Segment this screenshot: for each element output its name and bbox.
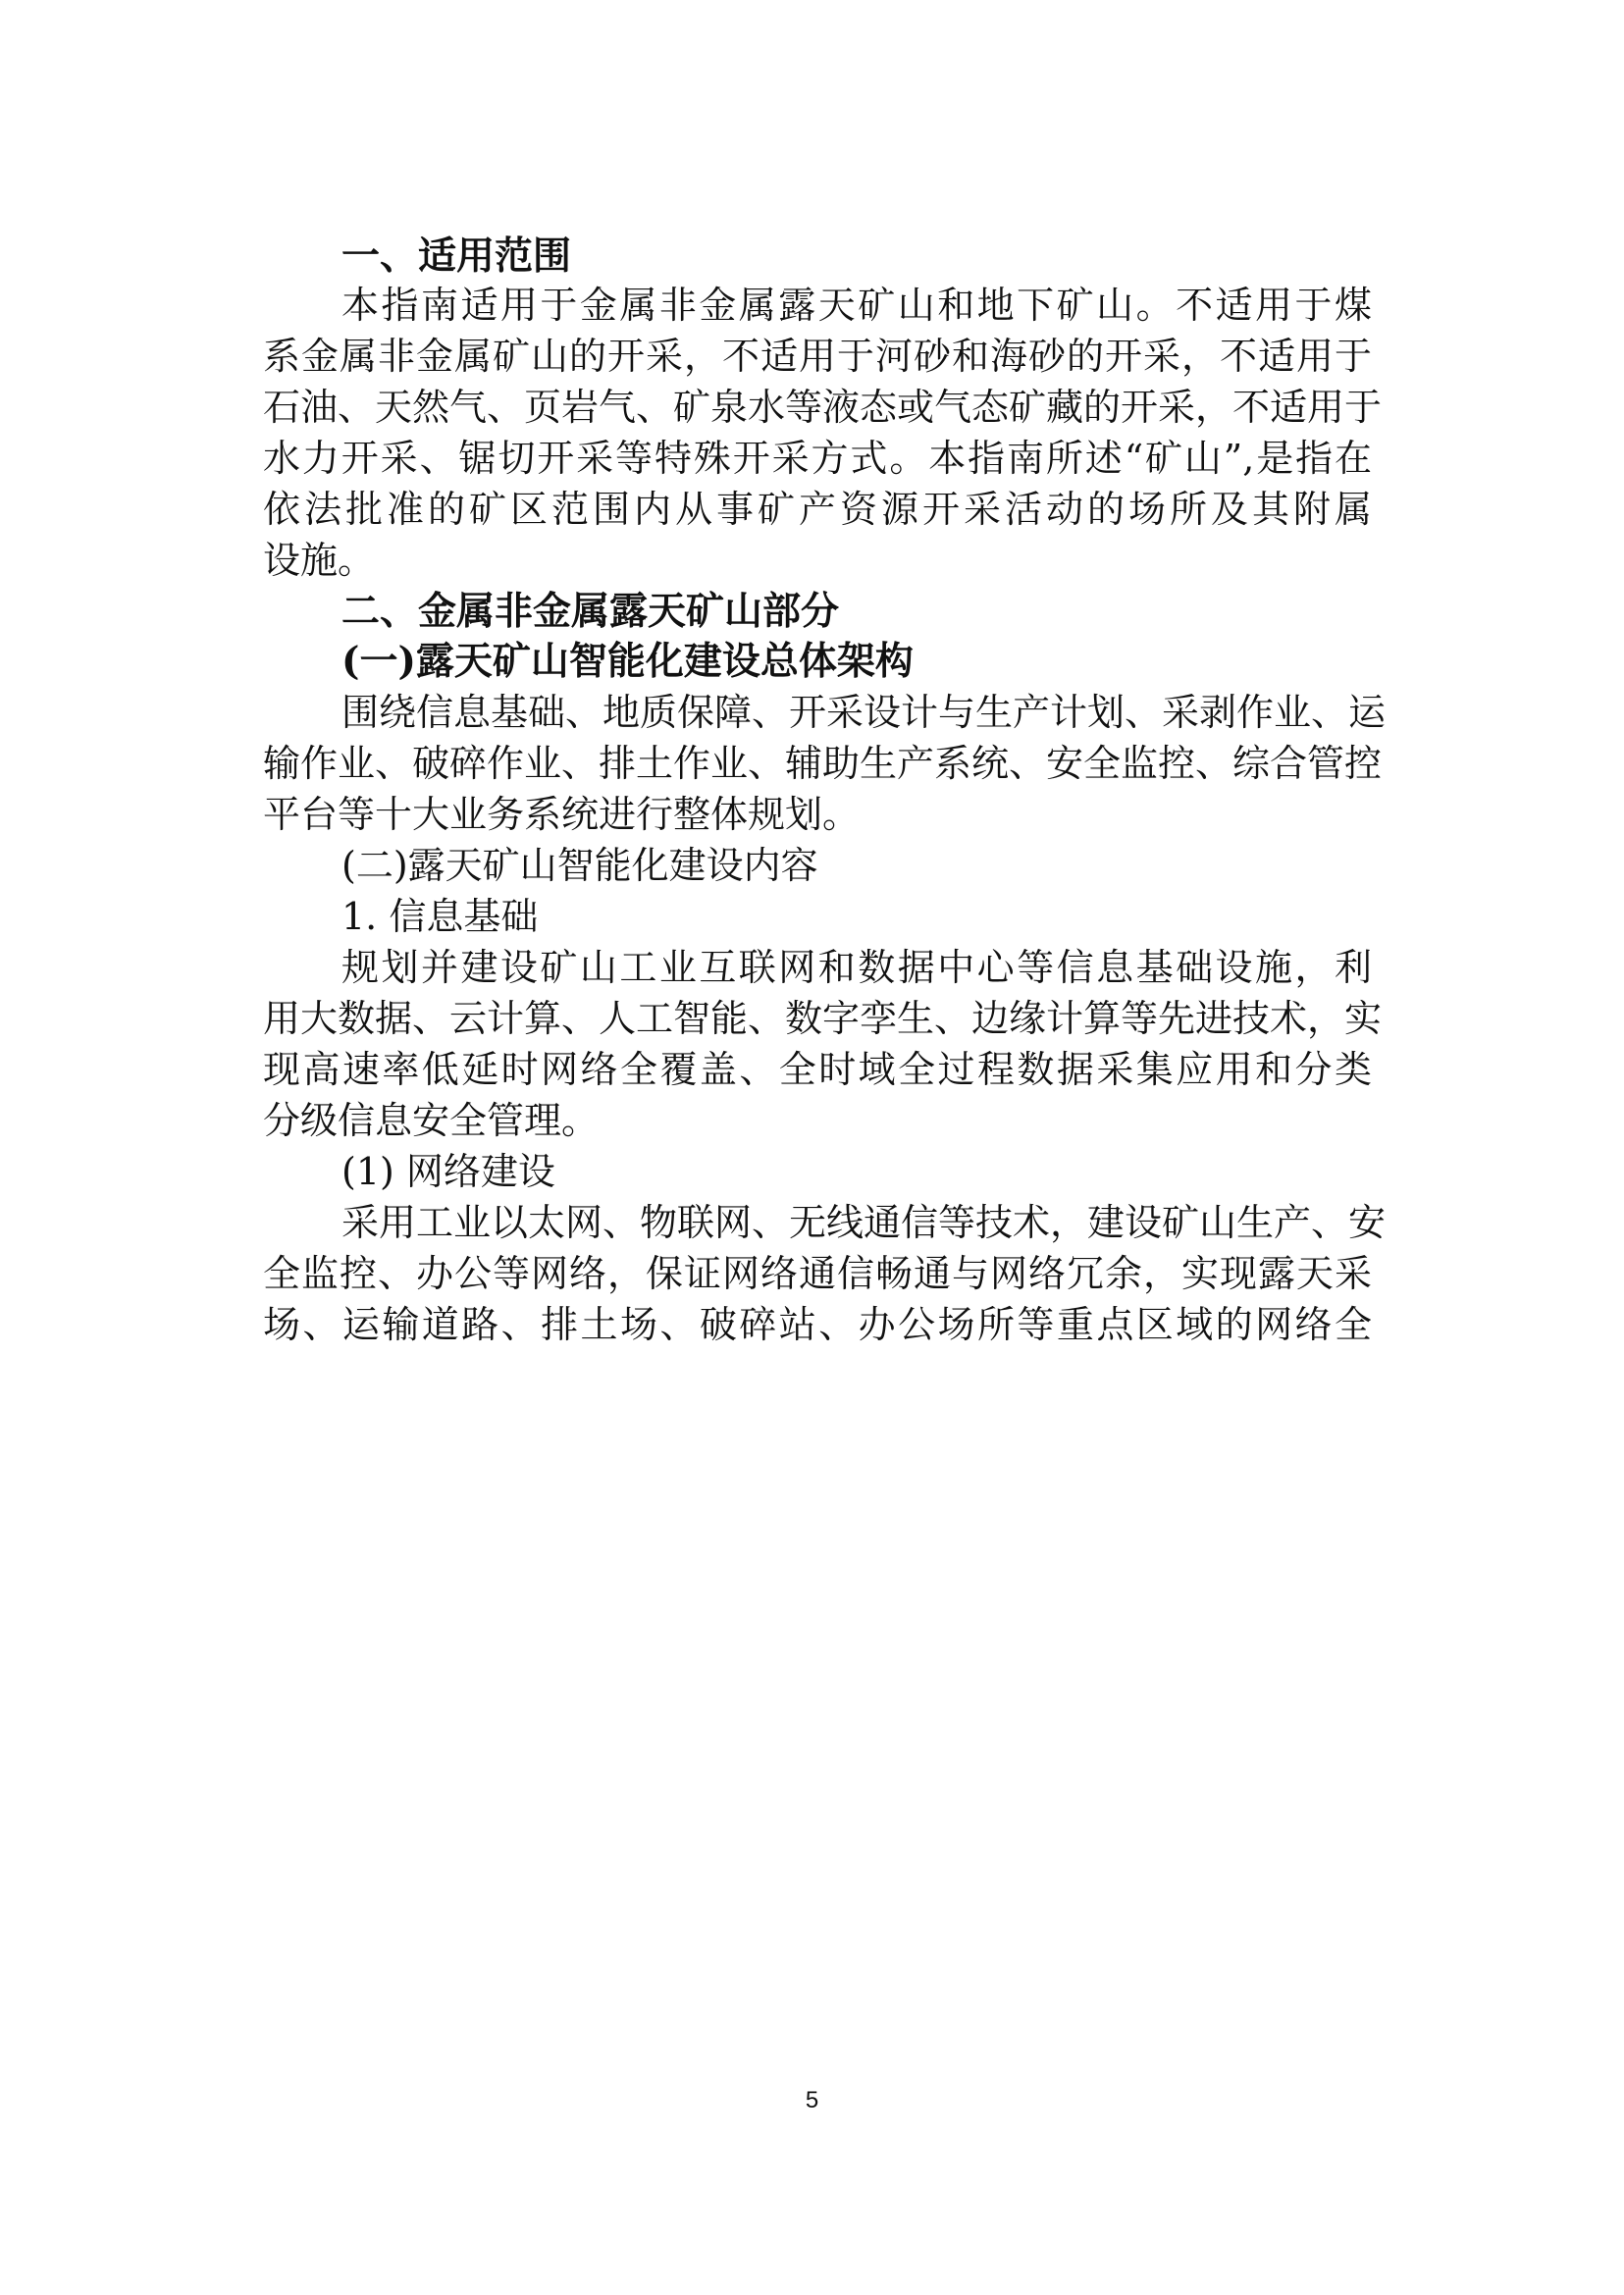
page-number: 5 (805, 2087, 819, 2113)
paragraph-line: 石油、天然气、页岩气、矿泉水等液态或气态矿藏的开采，不适用于 (263, 386, 1383, 429)
paragraph-line: 输作业、破碎作业、排土作业、辅助生产系统、安全监控、综合管控 (263, 742, 1383, 785)
paragraph-line: 围绕信息基础、地质保障、开采设计与生产计划、采剥作业、运 (341, 691, 1387, 734)
subsection-heading-content: (二)露天矿山智能化建设内容 (341, 844, 818, 887)
paragraph-line: 采用工业以太网、物联网、无线通信等技术，建设矿山生产、安 (341, 1201, 1387, 1244)
paragraph-line: 设施。 (263, 539, 376, 582)
paragraph-line: 全监控、办公等网络，保证网络通信畅通与网络冗余，实现露天采 (263, 1252, 1372, 1295)
paragraph-line: 用大数据、云计算、人工智能、数字孪生、边缘计算等先进技术，实 (263, 997, 1383, 1040)
paragraph-line: 分级信息安全管理。 (263, 1099, 600, 1142)
paragraph-line: 场、运输道路、排土场、破碎站、办公场所等重点区域的网络全 (263, 1303, 1372, 1346)
paragraph-line: 系金属非金属矿山的开采，不适用于河砂和海砂的开采，不适用于 (263, 335, 1372, 378)
section-heading-open-pit: 二、金属非金属露天矿山部分 (341, 590, 840, 634)
subsection-heading-architecture: (一)露天矿山智能化建设总体架构 (341, 639, 914, 684)
paragraph-line: 本指南适用于金属非金属露天矿山和地下矿山。不适用于煤 (341, 284, 1372, 327)
item-heading-network: (1) 网络建设 (341, 1150, 555, 1193)
paragraph-line: 规划并建设矿山工业互联网和数据中心等信息基础设施，利 (341, 946, 1372, 989)
section-heading-scope: 一、适用范围 (341, 235, 572, 279)
item-heading-info-base: 1. 信息基础 (341, 895, 539, 938)
paragraph-line: 现高速率低延时网络全覆盖、全时域全过程数据采集应用和分类 (263, 1048, 1372, 1091)
paragraph-line: 水力开采、锯切开采等特殊开采方式。本指南所述“矿山”,是指在 (263, 437, 1372, 480)
paragraph-line: 平台等十大业务系统进行整体规划。 (263, 793, 861, 836)
paragraph-line: 依法批准的矿区范围内从事矿产资源开采活动的场所及其附属 (263, 488, 1372, 531)
